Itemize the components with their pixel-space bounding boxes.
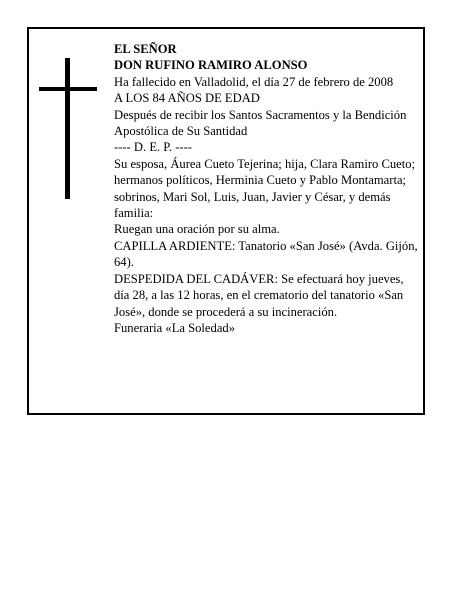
family-line: Su esposa, Áurea Cueto Tejerina; hija, Clara Ramiro Cueto; hermanos políticos, Herminia Cueto y Pablo Montamarta; sobrinos, Mari Sol, Luis, Juan, Javier y César, y demás familia:	[114, 156, 416, 221]
cross-horizontal-bar	[39, 87, 97, 91]
death-info: Ha fallecido en Valladolid, el día 27 de febrero de 2008	[114, 74, 394, 89]
age-line: A LOS 84 AÑOS DE EDAD	[114, 91, 260, 106]
cross-vertical-bar	[65, 58, 70, 199]
prayer-line: Ruegan una oración por su alma.	[114, 222, 280, 237]
chapel-line: CAPILLA ARDIENTE: Tanatorio «San José» (Avda. Gijón, 64).	[114, 238, 418, 270]
funeral-home-line: Funeraria «La Soledad»	[114, 320, 235, 335]
deceased-name: DON RUFINO RAMIRO ALONSO	[114, 58, 308, 73]
rip-line: ---- D. E. P. ----	[114, 140, 192, 155]
sacraments-line: Después de recibir los Santos Sacramentos y la Bendición Apostólica de Su Santidad	[114, 107, 407, 139]
farewell-line: DESPEDIDA DEL CADÁVER: Se efectuará hoy jueves, día 28, a las 12 horas, en el crematorio del tanatorio «San José», donde se procederá a su incineración.	[114, 271, 404, 319]
notice-text	[114, 41, 422, 336]
latin-cross-icon	[39, 58, 97, 199]
obituary-notice	[27, 27, 425, 415]
header-title: EL SEÑOR	[114, 42, 177, 56]
